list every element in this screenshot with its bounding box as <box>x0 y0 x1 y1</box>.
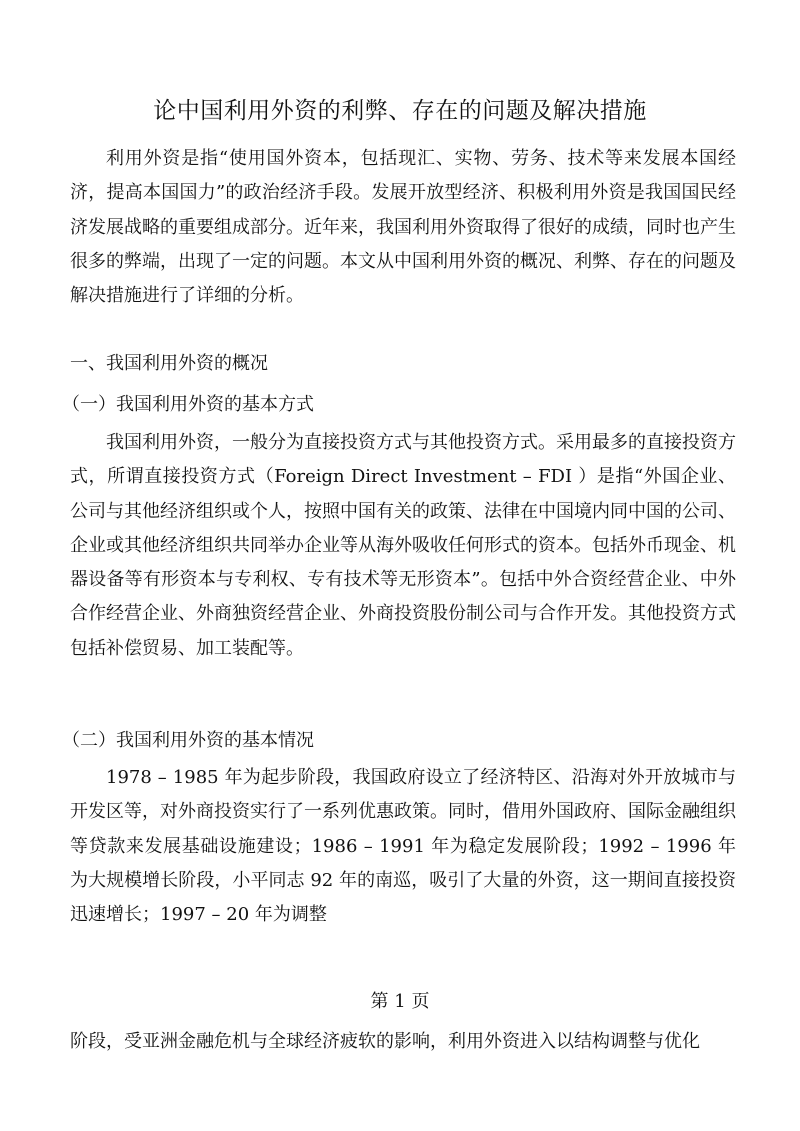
subsection-1-heading: （一）我国利用外资的基本方式 <box>62 394 314 415</box>
next-page-first-line: 阶段，受亚洲金融危机与全球经济疲软的影响，利用外资进入以结构调整与优化 <box>70 1031 700 1052</box>
section-1-heading: 一、我国利用外资的概况 <box>70 353 268 374</box>
page-number: 第 1 页 <box>370 991 430 1012</box>
subsection-1-paragraph: 我国利用外资，一般分为直接投资方式与其他投资方式。采用最多的直接投资方式，所谓直接投资方式（Foreign Direct Investment – FDI ）是指“外国企业、公司与其他经济组织或个人，按照中国有关的政策、法律在中国境内同中国的公司、企业或其他经济组织共同举办企业等从海外吸收任何形式的资本。包括外币现金、机器设备等有形资本与专利权、专有技术等无形资本”。包括中外合资经营企业、中外合作经营企业、外商独资经营企业、外商投资股份制公司与合作开发。其他投资方式包括补偿贸易、加工装配等。 <box>70 432 736 659</box>
document-title: 论中国利用外资的利弊、存在的问题及解决措施 <box>153 98 647 124</box>
subsection-2-heading: （二）我国利用外资的基本情况 <box>62 730 314 751</box>
subsection-2-paragraph: 1978 – 1985 年为起步阶段，我国政府设立了经济特区、沿海对外开放城市与开发区等，对外商投资实行了一系列优惠政策。同时，借用外国政府、国际金融组织等贷款来发展基础设施建设；1986 – 1991 年为稳定发展阶段；1992 – 1996 年为大规模增长阶段，小平同志 92 年的南巡，吸引了大量的外资，这一期间直接投资迅速增长；1997 – 20 年为调整 <box>70 767 736 926</box>
intro-paragraph: 利用外资是指“使用国外资本，包括现汇、实物、劳务、技术等来发展本国经济，提高本国国力”的政治经济手段。发展开放型经济、积极利用外资是我国国民经济发展战略的重要组成部分。近年来，我国利用外资取得了很好的成绩，同时也产生很多的弊端，出现了一定的问题。本文从中国利用外资的概况、利弊、存在的问题及解决措施进行了详细的分析。 <box>70 148 736 307</box>
